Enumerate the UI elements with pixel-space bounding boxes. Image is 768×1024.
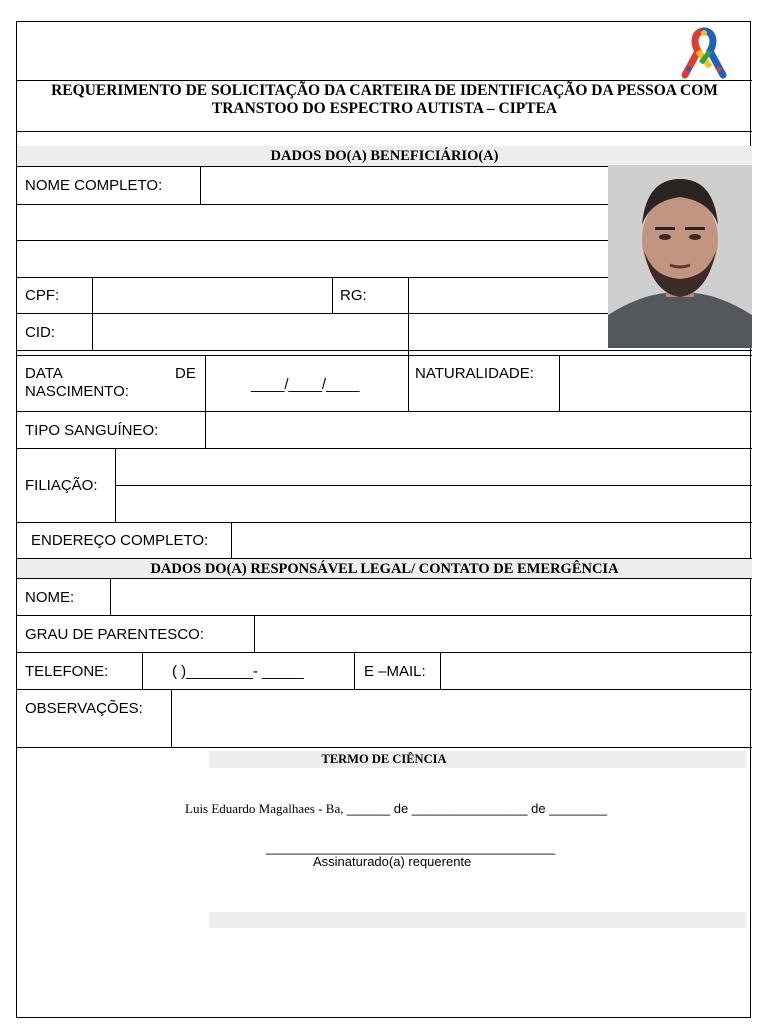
email-label: E –MAIL: — [364, 663, 426, 680]
guardian-name-label: NOME: — [25, 589, 75, 606]
term-place: Luis Eduardo Magalhaes - Ba, — [185, 801, 344, 816]
guardian-section-title: DADOS DO(A) RESPONSÁVEL LEGAL/ CONTATO DE EMERGÊNCIA — [150, 561, 619, 577]
birth-label-data: DATA — [25, 365, 63, 382]
rg-label: RG: — [340, 287, 367, 304]
form-sheet — [16, 21, 751, 1018]
cpf-label: CPF: — [25, 287, 60, 304]
birth-label-nascimento: NASCIMENTO: — [25, 383, 129, 400]
address-field[interactable] — [232, 523, 751, 558]
phone-label: TELEFONE: — [25, 663, 109, 680]
full-name-label: NOME COMPLETO: — [25, 177, 163, 194]
guardian-name-field[interactable] — [111, 579, 751, 615]
rg-field[interactable] — [409, 278, 607, 313]
form-title-line1: REQUERIMENTO DE SOLICITAÇÃO DA CARTEIRA DE IDENTIFICAÇÃO DA PESSOA COM — [51, 82, 718, 99]
cid-label: CID: — [25, 324, 55, 341]
kinship-label: GRAU DE PARENTESCO: — [25, 626, 204, 643]
naturality-field[interactable] — [560, 356, 751, 410]
signature-label: Assinaturado(a) requerente — [313, 854, 472, 869]
email-field[interactable] — [441, 653, 751, 689]
notes-label: OBSERVAÇÕES: — [25, 700, 143, 717]
beneficiary-section-title: DADOS DO(A) BENEFICIÁRIO(A) — [270, 148, 499, 164]
phone-field[interactable]: ( )________- _____ — [172, 663, 304, 680]
cpf-field[interactable] — [93, 278, 331, 313]
filiation-field-2[interactable] — [116, 486, 751, 521]
autism-ribbon-icon — [679, 25, 729, 81]
section-bar — [209, 912, 746, 928]
full-name-field[interactable] — [201, 167, 607, 203]
cid-field[interactable] — [93, 314, 407, 350]
birth-date-field[interactable]: ____/____/____ — [251, 376, 360, 393]
form-title-line2: TRANSTOO DO ESPECTRO AUTISTA – CIPTEA — [211, 100, 558, 117]
term-section-title: TERMO DE CIÊNCIA — [321, 752, 447, 766]
blood-type-field[interactable] — [206, 412, 751, 448]
signature-line[interactable]: ________________________________________ — [266, 840, 556, 855]
full-name-line-3[interactable] — [17, 241, 607, 276]
notes-field[interactable] — [172, 690, 751, 747]
naturality-label: NATURALIDADE: — [415, 365, 534, 382]
address-label: ENDEREÇO COMPLETO: — [31, 532, 209, 549]
full-name-line-2[interactable] — [17, 205, 607, 240]
kinship-field[interactable] — [255, 616, 751, 652]
birth-label-de: DE — [175, 365, 196, 382]
filiation-label: FILIAÇÃO: — [25, 477, 98, 494]
term-date-line[interactable]: ______ de ________________ de ________ — [346, 801, 608, 816]
beneficiary-photo — [608, 165, 752, 348]
blood-type-label: TIPO SANGUÍNEO: — [25, 422, 159, 439]
filiation-field-1[interactable] — [116, 449, 751, 484]
